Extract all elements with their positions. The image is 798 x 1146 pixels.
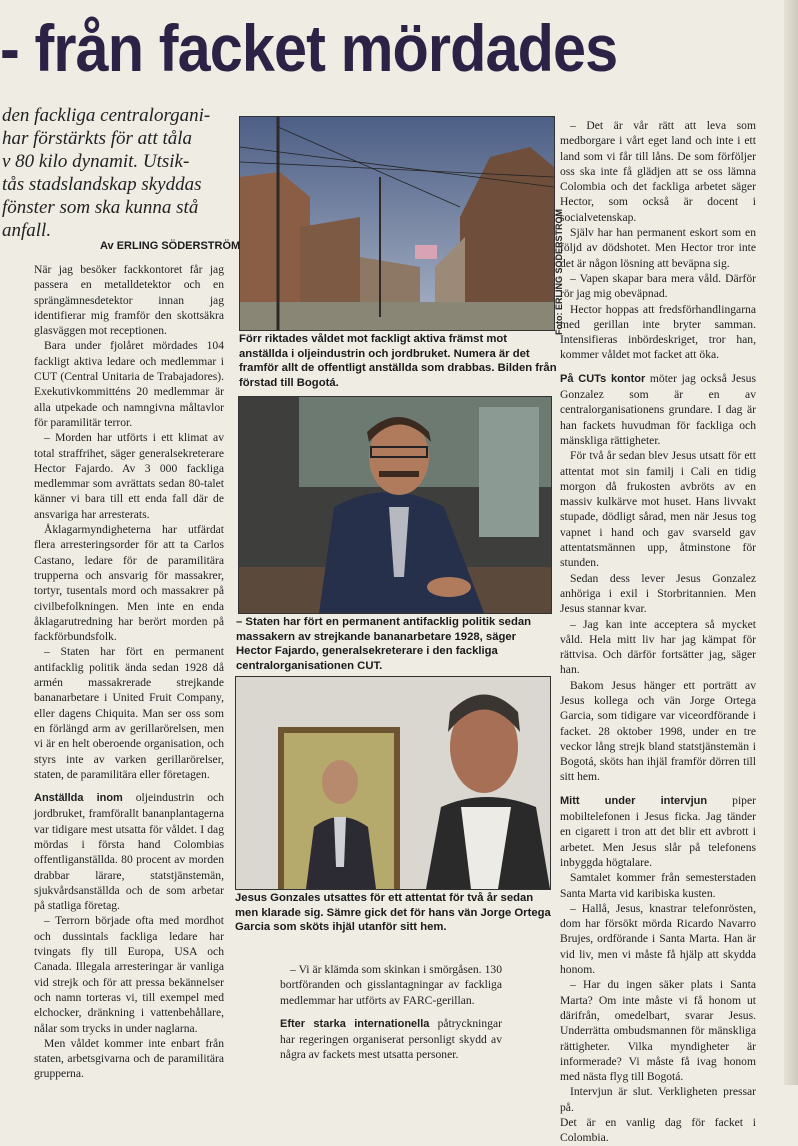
jesus-photo <box>235 676 551 890</box>
paragraph-text: – Staten har fört en permanent antifacklig politik ända sedan 1928 då armén massakrerade strejkande bananarbetare i United Fruit Company, eller dagens Chiquita. Man ser oss som en förlängd arm av gerillarörelsen, men vi är en helt oberoende organisation, och styrs inte av varken gerillarörelser, staten, de paramilitära eller företagen. <box>34 645 224 781</box>
paragraph <box>560 302 756 363</box>
run-in-heading: Anställda inom <box>34 792 123 805</box>
paragraph <box>560 571 756 617</box>
article-column-2 <box>280 962 502 1063</box>
paragraph-text: – Vapen skapar bara mera våld. Därför rör jag mig obeväpnad. <box>560 271 756 301</box>
hector-photo-image <box>239 397 551 613</box>
paragraph <box>560 1084 756 1115</box>
paragraph-text: Intervjun är slut. Verkligheten pressar på. <box>560 1085 756 1114</box>
paragraph <box>560 371 756 448</box>
hector-photo-caption: – Staten har fört en permanent antifacklig politik sedan massakern av strejkande bananarbetare 1928, säger Hector Fajardo, generalsekreterare i den fackliga centralorganisationen CUT. <box>236 616 532 672</box>
jesus-photo-caption: Jesus Gonzales utsattes för ett attentat för två år sedan men klarade sig. Sämre gick det för hans vän Jorge Ortega Garcia som sköts ihjäl utanför sitt hem. <box>235 892 551 934</box>
paragraph-text: Bakom Jesus hänger ett porträtt av Jesus kollega och vän Jorge Ortega Garcia, som tidigare var viceordförande i facket. 28 oktober 1998, under en tre veckor lång strejk bland statstjänstemän i Bogotá, sköts han ihjäl framför dörren till sitt hem. <box>560 678 756 784</box>
paragraph <box>34 262 224 338</box>
hector-photo <box>238 396 552 614</box>
paragraph <box>560 225 756 271</box>
paragraph-text: Sedan dess lever Jesus Gonzalez anhöriga i exil i Storbritannien. Men Jesus stannar kvar. <box>560 571 756 616</box>
run-in-heading: Mitt under intervjun <box>560 794 708 807</box>
street-photo-image <box>240 117 554 330</box>
paragraph-text: Själv har han permanent eskort som en följd av dödshotet. Men Hector tror inte det är någon lösning att beväpna sig. <box>560 226 756 270</box>
paragraph-text: piper mobiltelefonen i Jesus ficka. Jag tänder en cigarett i tron att det blir ett avbrott i arbetet. Men Jesus slår på telefonens inbyggda högtalare. <box>560 793 756 869</box>
jesus-photo-image <box>236 677 550 889</box>
paragraph <box>34 790 224 913</box>
paragraph-text: När jag besöker fackkontoret får jag passera en metalldetektor och en sprängämnesdetektor innan jag identifierar mig framför den skottsäkra glasväggen mot receptionen. <box>34 263 224 338</box>
deck-line: tås stadslandskap skyddas <box>2 174 202 195</box>
paragraph-text: – Terrorn började ofta med mordhot och dussintals fackliga ledare har tvingats fly till Europa, USA och Canada. Illegala arresteringar är vanliga vid strejk och för att pressa bekännelser och namn torteras vi, till exempel med elchocker, dränkning i vattenbehållare, nålar som trycks in under naglarna. <box>34 914 224 1035</box>
paragraph <box>560 118 756 225</box>
paragraph-text: Det är en vanlig dag för facket i Colombia. <box>560 1116 756 1145</box>
deck-line: anfall. <box>2 220 52 241</box>
paragraph <box>34 913 224 1035</box>
paragraph-text: Samtalet kommer från semesterstaden Santa Marta vid karibiska kusten. <box>560 871 756 900</box>
paragraph-text: Åklagarmyndigheterna har utfärdat flera arresteringsorder för att ta Carlos Castano, ledare för de paramilitära trupperna och ansvarig för massakrer, tortyr, tusentals mord och massakrer på civilbefolkningen. Men inte en enda åklagarutredning har berört morden på fackförbundsfolk. <box>34 523 224 644</box>
street-photo-caption: Förr riktades våldet mot fackligt aktiva främst mot anställda i oljeindustrin och jordbruket. Numera är det framför allt de offentligt anställda som drabbas. Bilden från förstad till Bogotá. <box>239 333 557 389</box>
paragraph <box>560 977 756 1084</box>
deck-line: v 80 kilo dynamit. Utsik- <box>2 151 190 172</box>
paragraph-text: – Det är vår rätt att leva som medborgare i vårt eget land och inte i ett land som vi får till låns. De som förföljer oss ska inte få glädjen att se oss lämna Colombia och det fackliga arbetet säger Hector, som också är docent i socialvetenskap. <box>560 119 756 224</box>
paragraph <box>560 1115 756 1146</box>
paragraph-text: – Har du ingen säker plats i Santa Marta? Om inte måste vi få honom ut därifrån, omedelbart, svarar Jesus. Underrätta ombudsmannen för mänskliga rättigheter. Vilka myndigheter är informerade? Vi måste få ivag honom med nästa flyg till Bogotá. <box>560 978 756 1084</box>
paragraph <box>560 901 756 977</box>
paragraph <box>560 793 756 870</box>
page-edge <box>784 0 798 1085</box>
paragraph <box>34 644 224 782</box>
paragraph <box>34 338 224 430</box>
run-in-heading: Efter starka internationella <box>280 1017 430 1030</box>
article-deck <box>2 104 228 242</box>
paragraph-text: oljeindustrin och jordbruket, framförallt bananplantagerna var tidigare mest utsatta för våldet. I dag mördas i första hand Colombias offentliganställda. 80 procent av morden drabbar lärare, statstjänstemän, sjukvårdsanställda och de som arbetar på statliga företag. <box>34 791 224 913</box>
deck-line: fönster som ska kunna stå <box>2 197 199 218</box>
paragraph-text: – Hallå, Jesus, knastrar telefonrösten, dom har försökt mörda Ricardo Navarro Brujes, ordförande i Santa Marta. Han är vid liv, men vi måste få hjälp att skydda honom. <box>560 901 756 977</box>
article-column-1 <box>34 262 224 1082</box>
paragraph <box>34 1036 224 1082</box>
paragraph-text: – Jag kan inte acceptera så mycket våld. Hela mitt liv har jag kämpat för rättvisa. Och därför fortsätter jag, säger han. <box>560 617 756 677</box>
street-photo <box>239 116 555 331</box>
paragraph-text: möter jag också Jesus Gonzalez som är en av centralorganisationens grundare. I dag är han fackets huvudman för fackliga och mänskliga rättigheter. <box>560 371 756 447</box>
paragraph <box>34 522 224 644</box>
photo-credit: Foto: ERLING SÖDERSTRÖM <box>554 209 564 335</box>
paragraph <box>560 678 756 785</box>
paragraph <box>560 448 756 570</box>
deck-line: den fackliga centralorgani- <box>2 105 211 126</box>
paragraph-text: För två år sedan blev Jesus utsatt för ett attentat mot sin familj i Cali en tidig morgon då frukosten avbröts av en massiv kulkärve mot huset. Hans livvakt stupade, dödligt sårad, men när Jesus tog vapnet i hand och gav svarseld gav attentatsmännen upp, åtminstone för stunden. <box>560 449 756 570</box>
paragraph <box>560 271 756 302</box>
run-in-heading: På CUTs kontor <box>560 372 646 385</box>
paragraph <box>560 617 756 678</box>
paragraph-text: – Vi är klämda som skinkan i smörgåsen. 130 bortföranden och gisslantagningar av fackliga medlemmar har utförts av FARC-gerillan. <box>280 963 502 1007</box>
paragraph <box>560 870 756 901</box>
headline: - från facket mördades <box>0 11 618 85</box>
paragraph <box>280 1016 502 1063</box>
paragraph-text: påtryckningar har regeringen organiserat personligt skydd av några av fackets mest utsatta personer. <box>280 1016 502 1062</box>
deck-line: har förstärkts för att tåla <box>2 128 193 149</box>
paragraph-text: – Morden har utförts i ett klimat av total straffrihet, säger generalsekreterare Hector Fajardo. Av 3 000 fackliga medlemmar som avrättats sedan 80-talet känner vi bara till ett enda fall där de ansvariga har arresterats. <box>34 431 224 521</box>
paragraph-text: Bara under fjolåret mördades 104 fackligt aktiva ledare och medlemmar i CUT (Central Unitaria de Trabajadores). Exekutivkommitténs 20 medlemmar är alla utpekade och namngivna måltavlor för paramilitär terror. <box>34 339 224 429</box>
paragraph <box>34 430 224 522</box>
paragraph <box>280 962 502 1008</box>
byline: Av ERLING SÖDERSTRÖM <box>100 240 241 252</box>
paragraph-text: Men våldet kommer inte enbart från staten, arbetsgivarna och de paramilitära grupperna. <box>34 1036 224 1081</box>
paragraph-text: Hector hoppas att fredsförhandlingarna med gerillan inte bryter samman. Intensifieras inbördeskriget, tror han, kommer våldet mot facket att öka. <box>560 302 756 362</box>
article-column-3 <box>560 118 756 1146</box>
